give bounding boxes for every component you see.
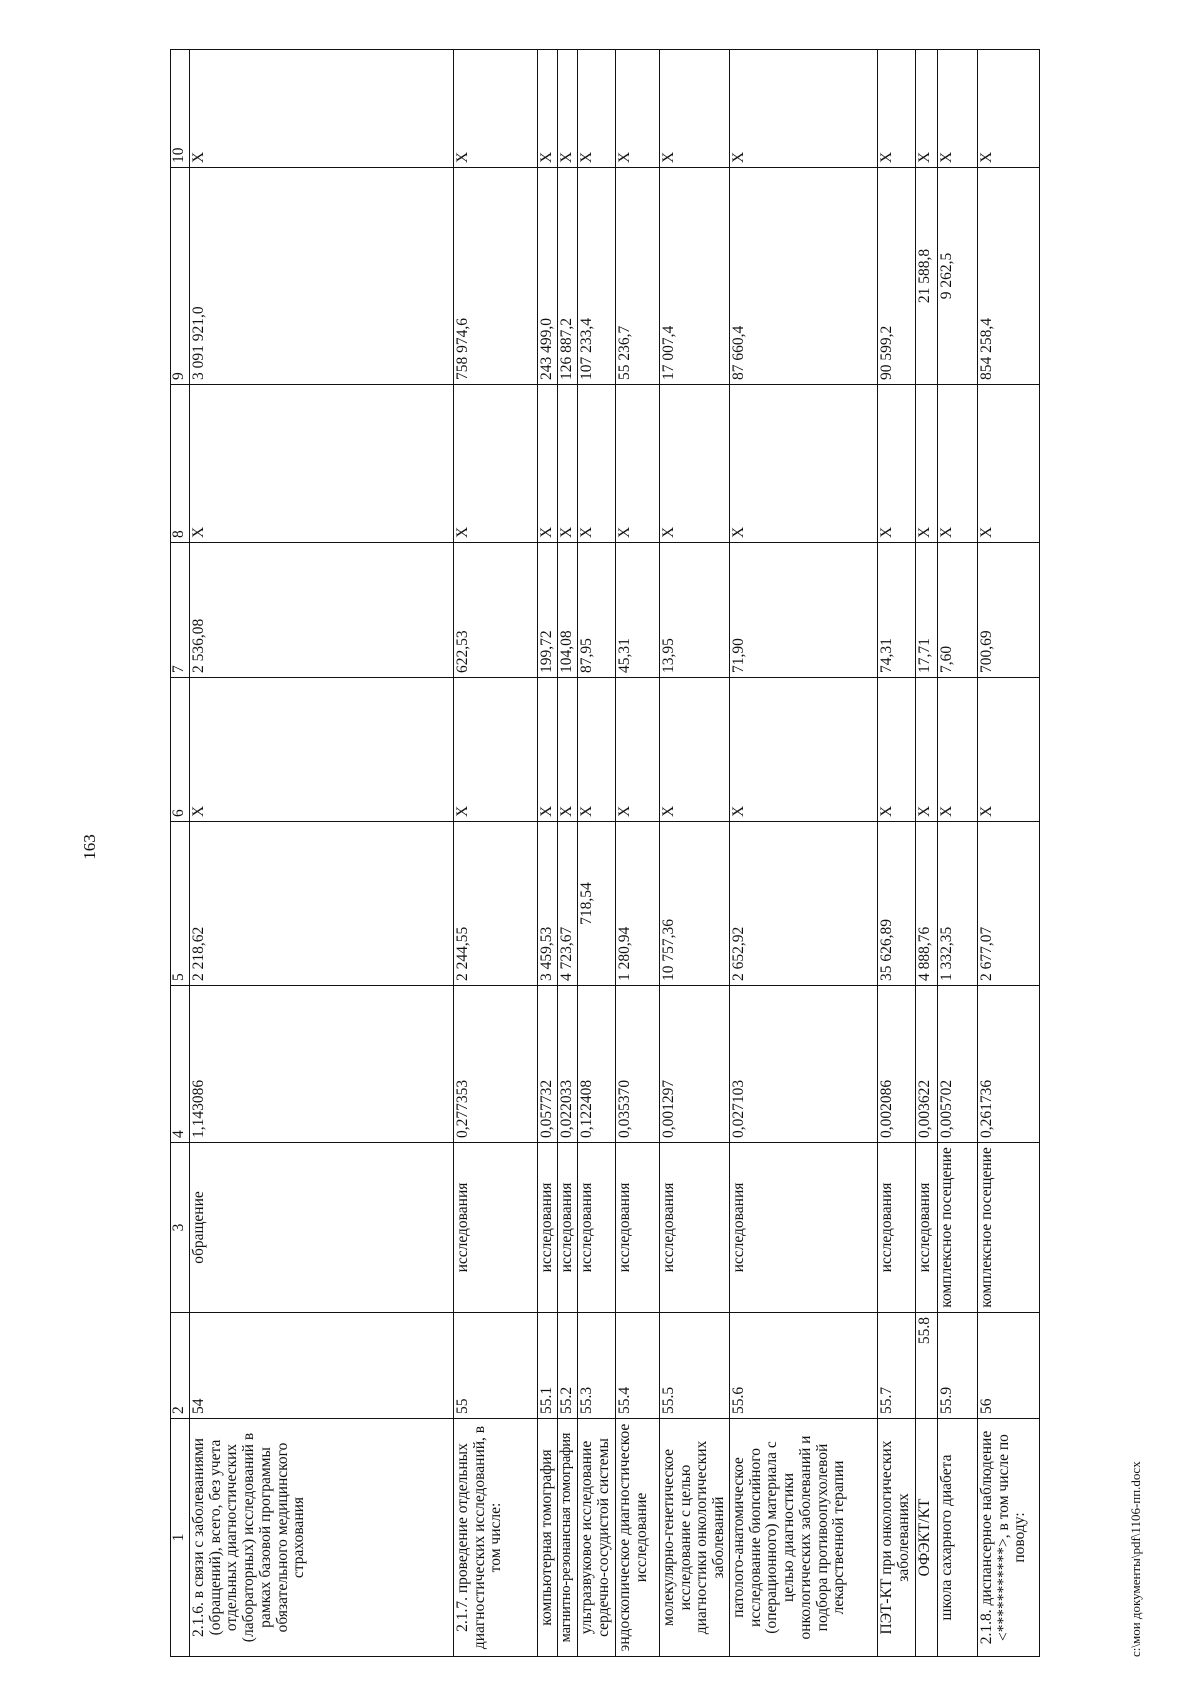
- row-col6: X: [578, 678, 616, 822]
- row-cost: 10 757,36: [660, 822, 730, 986]
- table-row: [915, 50, 937, 1657]
- cost-norms-table: [170, 49, 1040, 1657]
- row-col6: X: [937, 678, 977, 822]
- row-unit: исследования: [616, 1143, 660, 1313]
- row-per-capita: 17,71: [915, 543, 937, 678]
- row-name: 2.1.8. диспансерное наблюдение <***********>, в том числе по поводу:: [977, 1419, 1039, 1657]
- row-unit: комплексное посещение: [977, 1143, 1039, 1313]
- row-unit: исследования: [578, 1143, 616, 1313]
- row-total: 854 258,4: [977, 168, 1039, 385]
- row-unit: исследования: [454, 1143, 538, 1313]
- row-per-capita: 7,60: [937, 543, 977, 678]
- table-row: [729, 50, 877, 1657]
- column-header: 4: [171, 986, 190, 1143]
- row-norm: 0,022033: [558, 986, 578, 1143]
- row-norm: 0,035370: [616, 986, 660, 1143]
- row-number: 55.9: [937, 1313, 977, 1419]
- column-header: 10: [171, 50, 190, 168]
- row-norm: 1,143086: [190, 986, 454, 1143]
- row-col6: X: [729, 678, 877, 822]
- row-name: магнитно-резонансная томография: [558, 1419, 578, 1657]
- row-norm: 0,122408: [578, 986, 616, 1143]
- row-col8: X: [538, 385, 558, 543]
- row-unit: исследования: [877, 1143, 915, 1313]
- row-total: 17 007,4: [660, 168, 730, 385]
- row-col8: X: [729, 385, 877, 543]
- row-col6: X: [977, 678, 1039, 822]
- row-norm: 0,057732: [538, 986, 558, 1143]
- row-per-capita: 622,53: [454, 543, 538, 678]
- column-header: 7: [171, 543, 190, 678]
- column-header: 6: [171, 678, 190, 822]
- row-col10: X: [538, 50, 558, 168]
- row-name: патолого-анатомическое исследование биопсийного (операционного) материала с целью диагностики онкологических заболеваний и подбора противоопухолевой лекарственной терапии: [729, 1419, 877, 1657]
- row-cost: 1 280,94: [616, 822, 660, 986]
- row-number: 55.3: [578, 1313, 616, 1419]
- row-total: 126 887,2: [558, 168, 578, 385]
- row-norm: 0,027103: [729, 986, 877, 1143]
- row-number: 55.2: [558, 1313, 578, 1419]
- row-unit: исследования: [915, 1143, 937, 1313]
- row-total: 3 091 921,0: [190, 168, 454, 385]
- table-row: [190, 50, 454, 1657]
- row-per-capita: 199,72: [538, 543, 558, 678]
- row-col8: X: [616, 385, 660, 543]
- row-col10: X: [660, 50, 730, 168]
- row-total: 90 599,2: [877, 168, 915, 385]
- table-row: [558, 50, 578, 1657]
- row-col6: X: [877, 678, 915, 822]
- row-col8: X: [937, 385, 977, 543]
- table-row: [937, 50, 977, 1657]
- row-number: 55.6: [729, 1313, 877, 1419]
- row-col6: X: [558, 678, 578, 822]
- row-unit: исследования: [538, 1143, 558, 1313]
- row-col10: X: [977, 50, 1039, 168]
- table-row: [578, 50, 616, 1657]
- row-number: 56: [977, 1313, 1039, 1419]
- row-name: ультразвуковое исследование сердечно-сосудистой системы: [578, 1419, 616, 1657]
- row-cost: 4 723,67: [558, 822, 578, 986]
- row-per-capita: 87,95: [578, 543, 616, 678]
- row-col6: X: [915, 678, 937, 822]
- row-cost: 3 459,53: [538, 822, 558, 986]
- row-number: 55.7: [877, 1313, 915, 1419]
- row-per-capita: 71,90: [729, 543, 877, 678]
- row-cost: 35 626,89: [877, 822, 915, 986]
- row-col8: X: [915, 385, 937, 543]
- row-col6: X: [660, 678, 730, 822]
- row-number: 55.8: [915, 1313, 937, 1419]
- row-name: 2.1.6. в связи с заболеваниями (обращений), всего, без учета отдельных диагностических (лабораторных) исследований в рамках базовой программы обязательного медицинского страхования: [190, 1419, 454, 1657]
- table-row: [616, 50, 660, 1657]
- row-name: школа сахарного диабета: [937, 1419, 977, 1657]
- row-col8: X: [578, 385, 616, 543]
- page-number: 163: [80, 834, 99, 860]
- row-unit: исследования: [660, 1143, 730, 1313]
- row-name: ПЭТ-КТ при онкологических заболеваниях: [877, 1419, 915, 1657]
- row-col8: X: [877, 385, 915, 543]
- row-col8: X: [454, 385, 538, 543]
- row-col8: X: [558, 385, 578, 543]
- row-per-capita: 700,69: [977, 543, 1039, 678]
- row-unit: исследования: [558, 1143, 578, 1313]
- table-row: [877, 50, 915, 1657]
- row-col10: X: [877, 50, 915, 168]
- row-col10: X: [616, 50, 660, 168]
- row-per-capita: 2 536,08: [190, 543, 454, 678]
- row-name: компьютерная томография: [538, 1419, 558, 1657]
- column-header: 8: [171, 385, 190, 543]
- row-col10: X: [454, 50, 538, 168]
- file-path-footer: c:\мои документы\pdf\1106-пп.docx: [1128, 1461, 1143, 1657]
- row-total: 55 236,7: [616, 168, 660, 385]
- column-header: 5: [171, 822, 190, 986]
- row-col10: X: [937, 50, 977, 168]
- row-norm: 0,261736: [977, 986, 1039, 1143]
- row-total: 21 588,8: [915, 168, 937, 385]
- row-name: ОФЭКТ/КТ: [915, 1419, 937, 1657]
- row-norm: 0,003622: [915, 986, 937, 1143]
- row-number: 55.5: [660, 1313, 730, 1419]
- row-unit: обращение: [190, 1143, 454, 1313]
- row-col10: X: [578, 50, 616, 168]
- row-col10: X: [558, 50, 578, 168]
- row-norm: 0,002086: [877, 986, 915, 1143]
- row-col6: X: [190, 678, 454, 822]
- column-header: 9: [171, 168, 190, 385]
- row-total: 87 660,4: [729, 168, 877, 385]
- row-number: 55.4: [616, 1313, 660, 1419]
- row-unit: комплексное посещение: [937, 1143, 977, 1313]
- row-total: 9 262,5: [937, 168, 977, 385]
- row-number: 55: [454, 1313, 538, 1419]
- row-cost: 4 888,76: [915, 822, 937, 986]
- row-number: 55.1: [538, 1313, 558, 1419]
- row-cost: 2 677,07: [977, 822, 1039, 986]
- column-header: 1: [171, 1419, 190, 1657]
- row-cost: 718,54: [578, 822, 616, 986]
- row-name: эндоскопическое диагностическое исследование: [616, 1419, 660, 1657]
- row-total: 107 233,4: [578, 168, 616, 385]
- row-total: 243 499,0: [538, 168, 558, 385]
- row-col6: X: [616, 678, 660, 822]
- row-unit: исследования: [729, 1143, 877, 1313]
- table-row: [538, 50, 558, 1657]
- table-row: [977, 50, 1039, 1657]
- row-cost: 2 652,92: [729, 822, 877, 986]
- row-per-capita: 104,08: [558, 543, 578, 678]
- row-col10: X: [729, 50, 877, 168]
- row-total: 758 974,6: [454, 168, 538, 385]
- column-header: 2: [171, 1313, 190, 1419]
- row-name: молекулярно-генетическое исследование с целью диагностики онкологических заболеваний: [660, 1419, 730, 1657]
- table-row: [660, 50, 730, 1657]
- row-col8: X: [190, 385, 454, 543]
- row-cost: 1 332,35: [937, 822, 977, 986]
- row-norm: 0,005702: [937, 986, 977, 1143]
- row-norm: 0,277353: [454, 986, 538, 1143]
- table-row: [454, 50, 538, 1657]
- row-per-capita: 74,31: [877, 543, 915, 678]
- row-cost: 2 218,62: [190, 822, 454, 986]
- row-col10: X: [190, 50, 454, 168]
- row-per-capita: 45,31: [616, 543, 660, 678]
- row-col8: X: [660, 385, 730, 543]
- column-number-row: [171, 50, 190, 1657]
- row-col6: X: [454, 678, 538, 822]
- row-col6: X: [538, 678, 558, 822]
- row-number: 54: [190, 1313, 454, 1419]
- row-norm: 0,001297: [660, 986, 730, 1143]
- row-per-capita: 13,95: [660, 543, 730, 678]
- row-cost: 2 244,55: [454, 822, 538, 986]
- column-header: 3: [171, 1143, 190, 1313]
- row-col10: X: [915, 50, 937, 168]
- row-col8: X: [977, 385, 1039, 543]
- row-name: 2.1.7. проведение отдельных диагностических исследований, в том числе:: [454, 1419, 538, 1657]
